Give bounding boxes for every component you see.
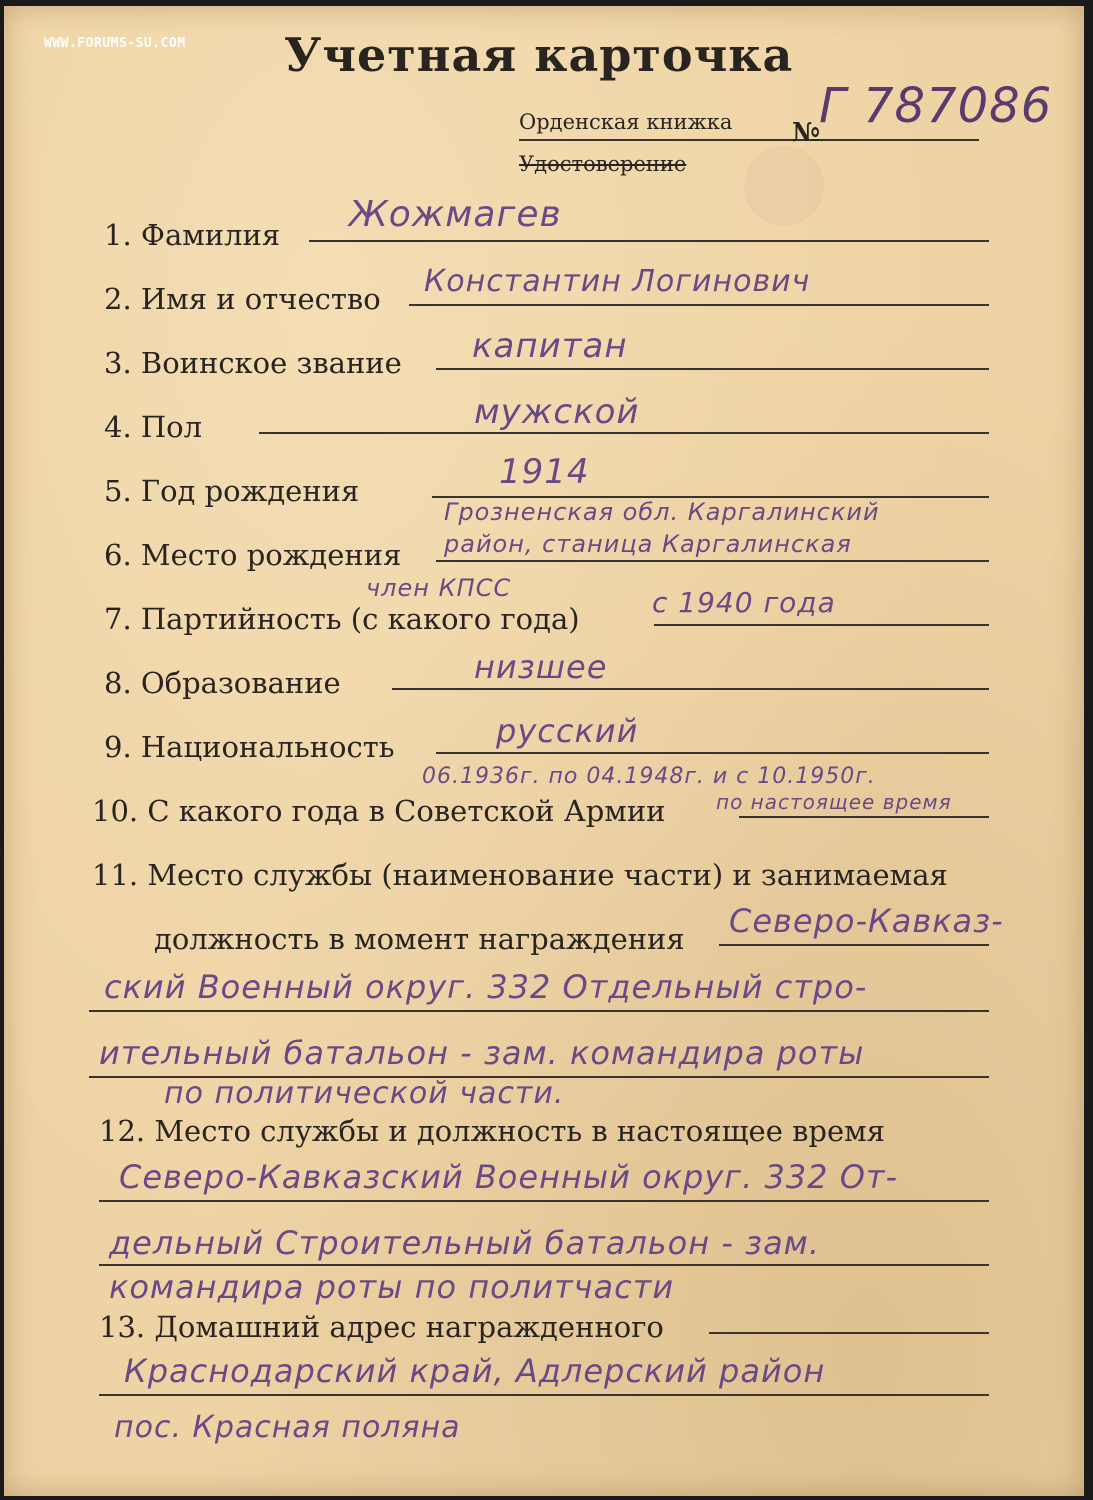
- field-current-service-line-1: [99, 1200, 989, 1202]
- field-rank-label: 3. Воинское звание: [104, 346, 402, 380]
- field-education-value: низшее: [474, 648, 608, 686]
- field-party-label: 7. Партийность (с какого года): [104, 602, 580, 636]
- order-book-number: Г 787086: [819, 78, 1053, 134]
- number-sign: №: [792, 118, 821, 148]
- field-home-address-label: 13. Домашний адрес награжденного: [99, 1310, 664, 1344]
- field-current-service-value-2: дельный Строительный батальон - зам.: [109, 1224, 820, 1262]
- field-name-value: Константин Логинович: [424, 264, 811, 299]
- field-army-label: 10. С какого года в Советской Армии: [92, 794, 666, 828]
- field-surname-value: Жожмагев: [349, 194, 562, 235]
- field-army-line: [739, 816, 989, 818]
- field-home-address-value-1: Краснодарский край, Адлерский район: [124, 1352, 826, 1390]
- field-current-service-value-1: Северо-Кавказский Военный округ. 332 От-: [119, 1158, 899, 1196]
- field-education-label: 8. Образование: [104, 666, 341, 700]
- field-rank-line: [436, 368, 989, 370]
- field-surname-label: 1. Фамилия: [104, 218, 281, 252]
- field-birth-year-value: 1914: [499, 452, 590, 492]
- field-service-award-label-2: должность в момент награждения: [154, 922, 685, 956]
- field-birthplace-label: 6. Место рождения: [104, 538, 402, 572]
- field-name-line: [409, 304, 989, 306]
- card-title: Учетная карточка: [284, 28, 794, 82]
- field-current-service-line-2: [99, 1264, 989, 1266]
- field-service-award-line-2: [89, 1010, 989, 1012]
- field-service-award-value-2: ский Военный округ. 332 Отдельный стро-: [104, 968, 868, 1006]
- field-army-value-1: 06.1936г. по 04.1948г. и с 10.1950г.: [422, 764, 876, 789]
- field-service-award-value-1: Северо-Кавказ-: [729, 902, 1004, 940]
- field-sex-value: мужской: [474, 392, 640, 432]
- field-home-address-line-1: [709, 1332, 989, 1334]
- field-sex-line: [259, 432, 989, 434]
- field-birthplace-value-1: Грозненская обл. Каргалинский: [444, 498, 880, 526]
- field-sex-label: 4. Пол: [104, 410, 203, 444]
- field-party-line: [654, 624, 989, 626]
- field-education-line: [392, 688, 989, 690]
- field-party-value-pre: член КПСС: [366, 574, 512, 602]
- field-rank-value: капитан: [472, 326, 628, 366]
- field-service-award-label-1: 11. Место службы (наименование части) и занимаемая: [92, 858, 948, 892]
- award-record-card: [4, 6, 1084, 1496]
- field-service-award-value-4: по политической части.: [164, 1076, 565, 1111]
- watermark: WWW.FORUMS-SU.COM: [44, 36, 186, 51]
- field-nationality-value: русский: [496, 712, 639, 750]
- field-birthplace-line: [436, 560, 989, 562]
- document-type-active: Орденская книжка: [519, 110, 733, 134]
- field-current-service-value-3: командира роты по политчасти: [109, 1268, 675, 1306]
- field-party-value: с 1940 года: [652, 586, 836, 619]
- document-type-line: [519, 139, 979, 141]
- field-nationality-label: 9. Национальность: [104, 730, 395, 764]
- field-home-address-line-2: [99, 1394, 989, 1396]
- field-birthplace-value-2: район, станица Каргалинская: [444, 530, 852, 558]
- field-birth-year-label: 5. Год рождения: [104, 474, 360, 508]
- field-name-label: 2. Имя и отчество: [104, 282, 381, 316]
- field-army-value-2: по настоящее время: [716, 790, 952, 814]
- field-service-award-line-1: [719, 944, 989, 946]
- document-type-struck: Удостоверение: [519, 152, 687, 176]
- field-home-address-value-2: пос. Красная поляна: [114, 1410, 461, 1445]
- field-nationality-line: [436, 752, 989, 754]
- faded-stamp: [744, 146, 824, 226]
- field-current-service-label: 12. Место службы и должность в настоящее время: [99, 1114, 885, 1148]
- field-surname-line: [309, 240, 989, 242]
- field-service-award-value-3: ительный батальон - зам. командира роты: [99, 1034, 865, 1072]
